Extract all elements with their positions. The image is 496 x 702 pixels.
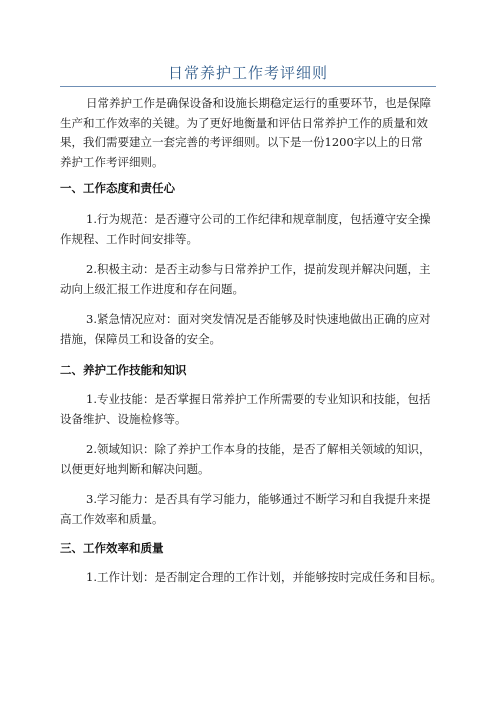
list-item-text: 3.紧急情况应对：面对突发情况是否能够及时快速地做出正确的应对 [86,312,431,326]
intro-paragraph [60,94,440,172]
title-underline [60,86,436,87]
list-item-text: 1.专业技能：是否掌握日常养护工作所需要的专业知识和技能，包括 [86,392,431,406]
document-title: 日常养护工作考评细则 [167,64,328,82]
list-item-text: 设备维护、设施检修等。 [60,411,187,426]
list-item-text: 措施，保障员工和设备的安全。 [60,331,221,346]
list-item-text: 1.行为规范：是否遵守公司的工作纪律和规章制度，包括遵守安全操 [86,212,431,226]
list-item [60,440,440,479]
section-heading: 一、工作态度和责任心 [60,181,175,195]
section-heading: 二、养护工作技能和知识 [60,363,187,377]
list-item-text: 1.工作计划：是否制定合理的工作计划，并能够按时完成任务和目标。 [86,570,442,584]
section-heading: 三、工作效率和质量 [60,541,164,555]
intro-line: 果，我们需要建立一套完善的考评细则。以下是一份1200字以上的日常 [60,135,423,149]
list-item-text: 动向上级汇报工作进度和存在问题。 [60,281,244,296]
list-item [60,260,440,299]
list-item [60,490,440,529]
list-item-text: 以便更好地判断和解决问题。 [60,461,210,476]
list-item [60,568,440,588]
intro-line: 养护工作考评细则。 [60,154,164,169]
intro-line: 日常养护工作是确保设备和设施长期稳定运行的重要环节，也是保障 [86,96,431,110]
list-item-text: 3.学习能力：是否具有学习能力，能够通过不断学习和自我提升来提 [86,492,431,506]
list-item-text: 作规程、工作时间安排等。 [60,231,198,246]
list-item-text: 2.领域知识：除了养护工作本身的技能，是否了解相关领域的知识， [86,442,431,456]
list-item [60,310,440,349]
list-item [60,210,440,249]
intro-line: 生产和工作效率的关键。为了更好地衡量和评估日常养护工作的质量和效 [60,115,428,130]
list-item-text: 2.积极主动：是否主动参与日常养护工作，提前发现并解决问题，主 [86,262,431,276]
list-item [60,390,440,429]
list-item-text: 高工作效率和质量。 [60,511,164,526]
